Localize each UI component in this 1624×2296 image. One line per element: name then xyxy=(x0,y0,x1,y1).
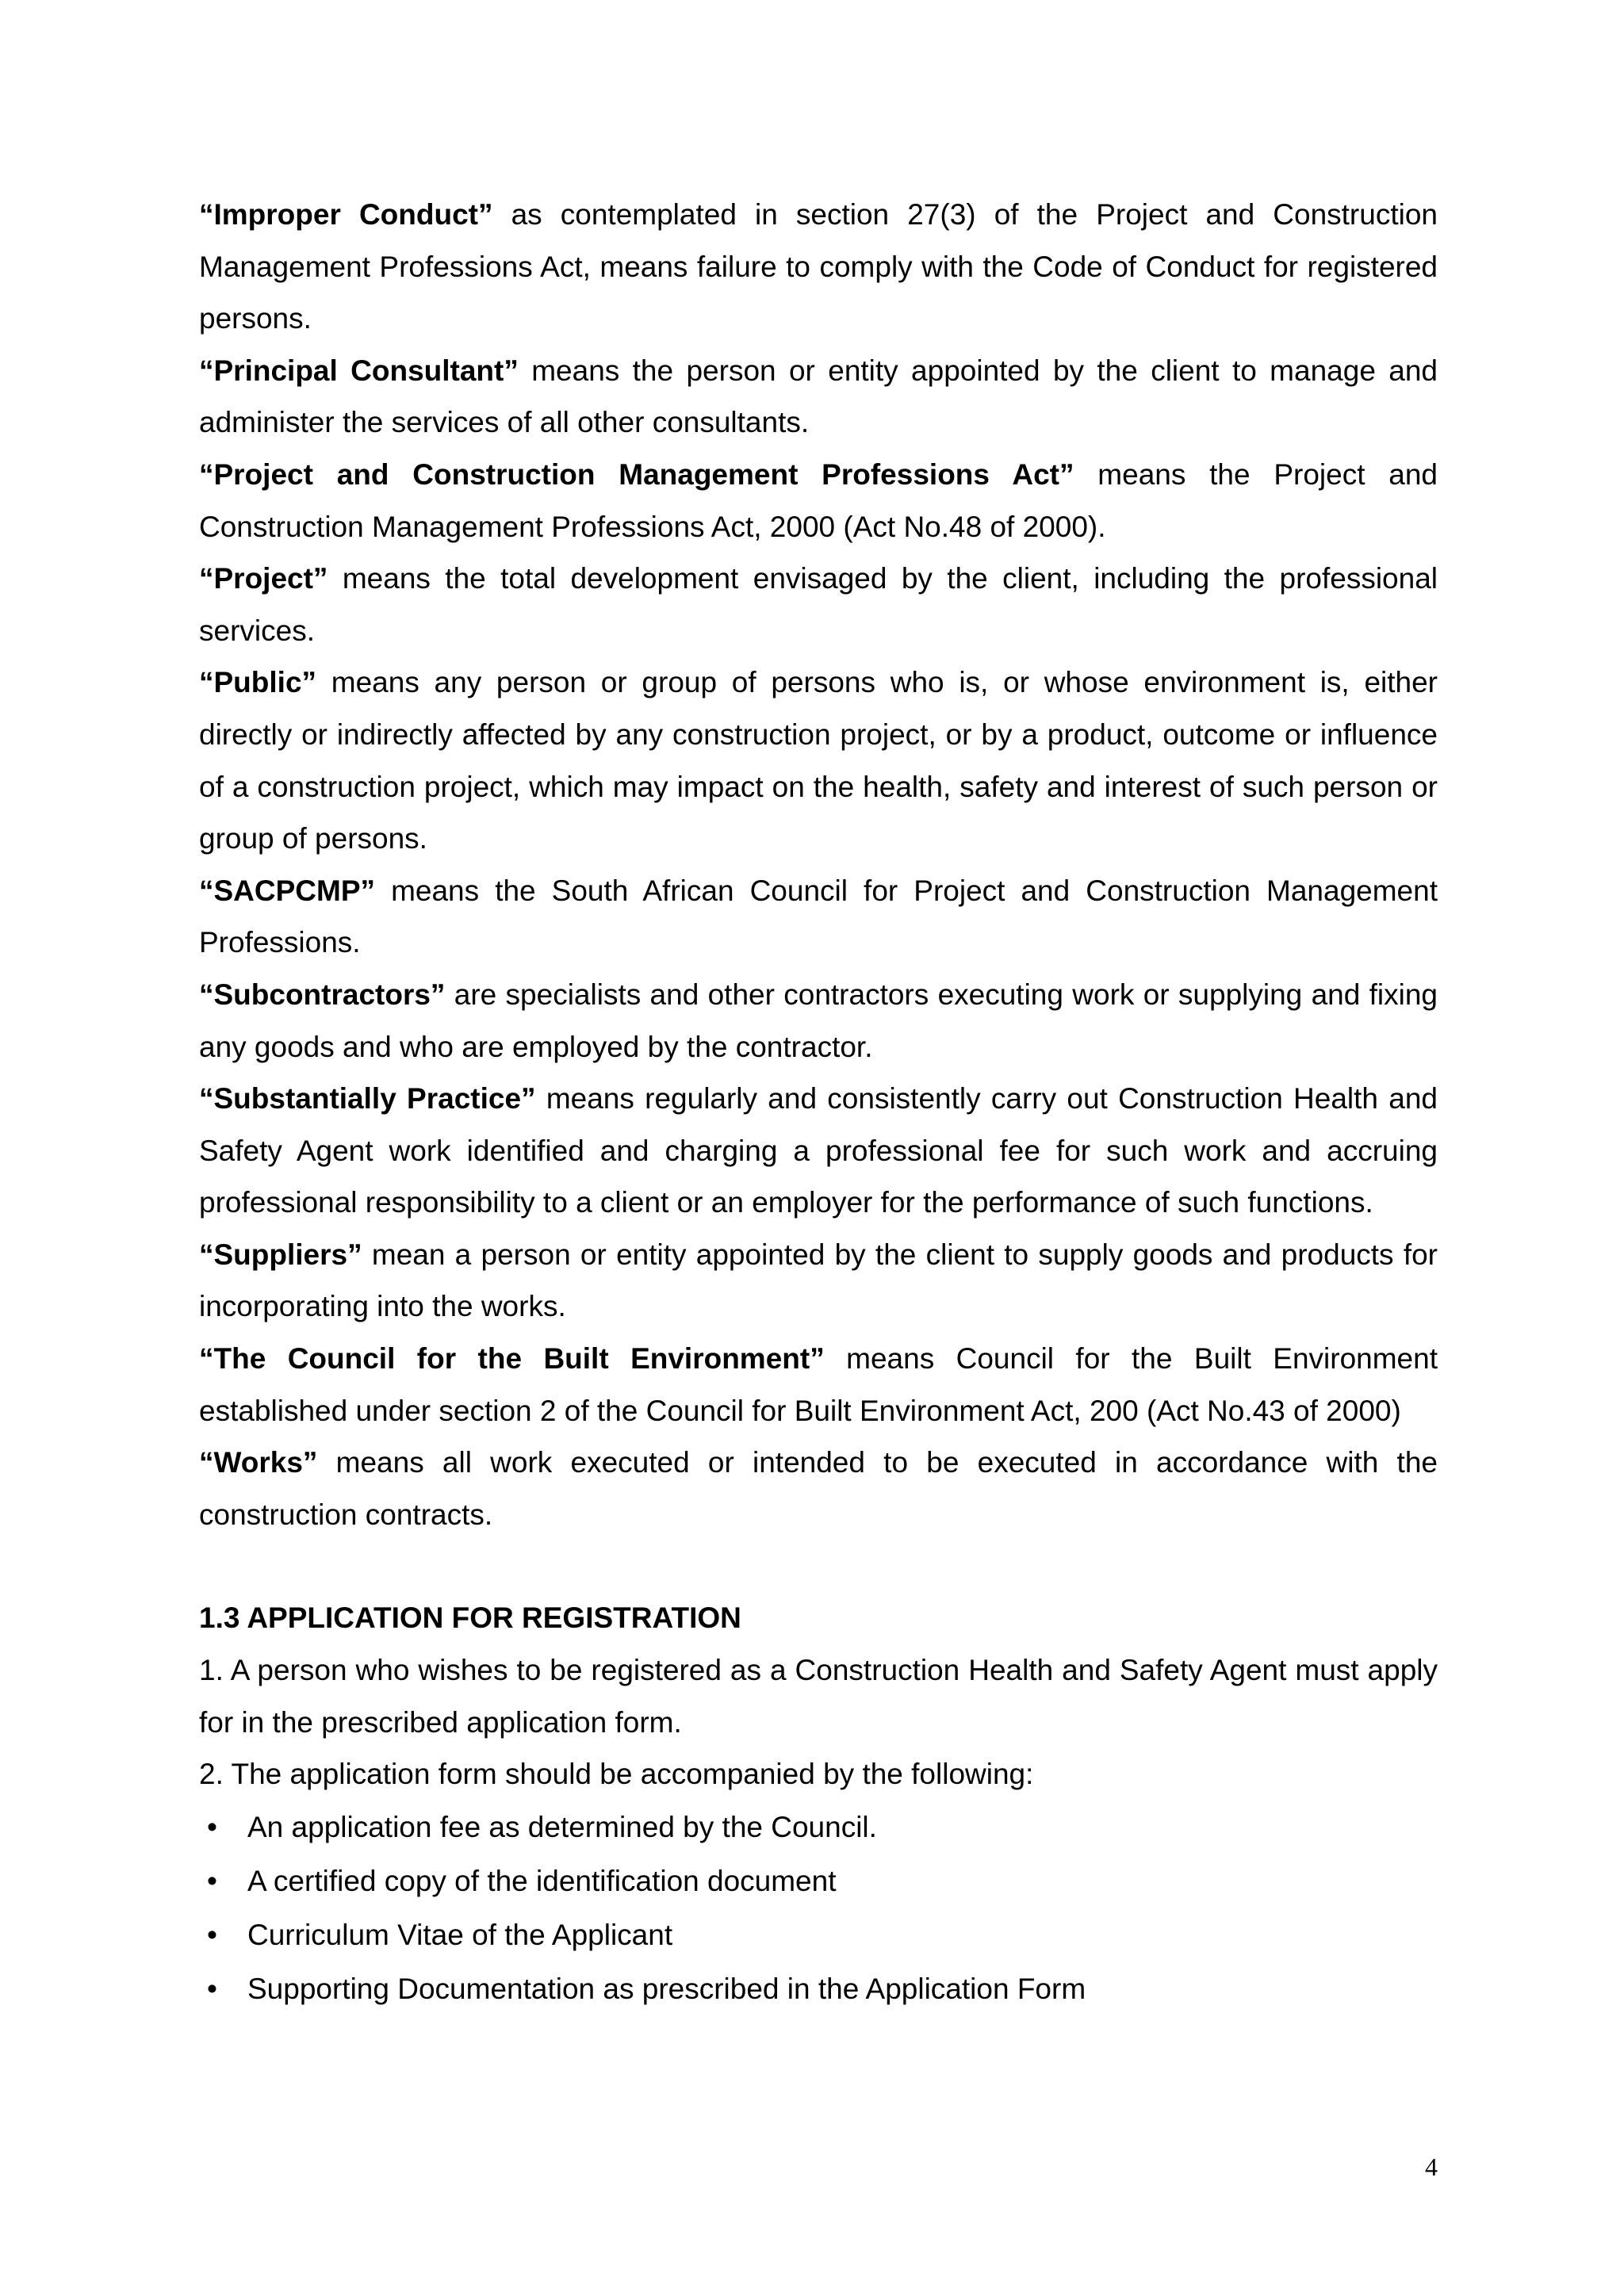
bullet-icon: • xyxy=(207,1864,217,1897)
definition-term: “Subcontractors” xyxy=(199,978,446,1011)
definition-pcmp-act xyxy=(199,449,1438,553)
definition-term: “Project and Construction Management Professions Act” xyxy=(199,457,1074,491)
section-heading: 1.3 APPLICATION FOR REGISTRATION xyxy=(199,1601,741,1635)
list-item-text: A certified copy of the identification document xyxy=(247,1864,837,1897)
list-item xyxy=(199,1908,1438,1962)
requirements-list xyxy=(199,1800,1438,2016)
definition-public xyxy=(199,656,1438,864)
definition-text: means the South African Council for Project and Construction Management Professions. xyxy=(199,874,1438,959)
definition-text: are specialists and other contractors executing work or supplying and fixing any goods and who are employed by the contractor. xyxy=(199,978,1438,1063)
definition-text: means Council for the Built Environment established under section 2 of the Council for Built Environment Act, 200 (Act No.43 of 2000) xyxy=(199,1342,1438,1427)
definition-works xyxy=(199,1437,1438,1540)
list-item-text: An application fee as determined by the Council. xyxy=(247,1810,877,1843)
definition-term: “Substantially Practice” xyxy=(199,1082,536,1115)
definition-term: “Suppliers” xyxy=(199,1238,362,1271)
definition-improper-conduct xyxy=(199,189,1438,345)
definition-project xyxy=(199,553,1438,656)
definition-term: “The Council for the Built Environment” xyxy=(199,1342,825,1376)
section-paragraph: 1. A person who wishes to be registered as a Construction Health and Safety Agent must apply for in the prescribed application form. xyxy=(199,1654,1438,1739)
definition-text: means the total development envisaged by the client, including the professional services. xyxy=(199,562,1438,647)
definition-term: “Improper Conduct” xyxy=(199,198,493,231)
definition-substantially-practice xyxy=(199,1073,1438,1229)
list-item xyxy=(199,1854,1438,1908)
definition-term: “SACPCMP” xyxy=(199,874,376,907)
definition-suppliers xyxy=(199,1229,1438,1333)
definition-text: as contemplated in section 27(3) of the Project and Construction Management Professions Act, means failure to comply with the Code of Conduct for registered persons. xyxy=(199,198,1438,335)
application-section xyxy=(199,1592,1438,2015)
definition-text: means the person or entity appointed by the client to manage and administer the services of all other consultants. xyxy=(199,354,1438,439)
page-content xyxy=(199,189,1438,2016)
definition-subcontractors xyxy=(199,969,1438,1073)
bullet-icon: • xyxy=(207,1810,217,1843)
section-paragraph: 2. The application form should be accompanied by the following: xyxy=(199,1758,1034,1791)
definition-text: mean a person or entity appointed by the client to supply goods and products for incorporating into the works. xyxy=(199,1238,1438,1323)
definition-text: means all work executed or intended to be executed in accordance with the construction contracts. xyxy=(199,1446,1438,1531)
definition-text: means any person or group of persons who is, or whose environment is, either directly or indirectly affected by any construction project, or by a product, outcome or influence of a construction project, which may impact on the health, safety and interest of such person or group of persons. xyxy=(199,666,1438,855)
definition-principal-consultant xyxy=(199,345,1438,449)
definition-council-built-environment xyxy=(199,1333,1438,1437)
page-number: 4 xyxy=(1425,2152,1438,2181)
list-item xyxy=(199,1962,1438,2016)
definition-term: “Project” xyxy=(199,562,328,595)
definition-term: “Works” xyxy=(199,1446,318,1479)
section-spacer xyxy=(199,1540,1438,1592)
definition-text: means the Project and Construction Management Professions Act, 2000 (Act No.48 of 2000). xyxy=(199,457,1438,543)
definition-text: means regularly and consistently carry out Construction Health and Safety Agent work identified and charging a professional fee for such work and accruing professional responsibility to a client or an employer for the performance of such functions. xyxy=(199,1082,1438,1219)
definitions-list xyxy=(199,189,1438,1540)
definition-term: “Public” xyxy=(199,666,317,699)
bullet-icon: • xyxy=(207,1972,217,2005)
definition-sacpcmp xyxy=(199,865,1438,969)
list-item-text: Curriculum Vitae of the Applicant xyxy=(247,1918,673,1951)
list-item xyxy=(199,1800,1438,1854)
bullet-icon: • xyxy=(207,1918,217,1951)
definition-term: “Principal Consultant” xyxy=(199,354,519,387)
list-item-text: Supporting Documentation as prescribed in the Application Form xyxy=(247,1972,1086,2005)
